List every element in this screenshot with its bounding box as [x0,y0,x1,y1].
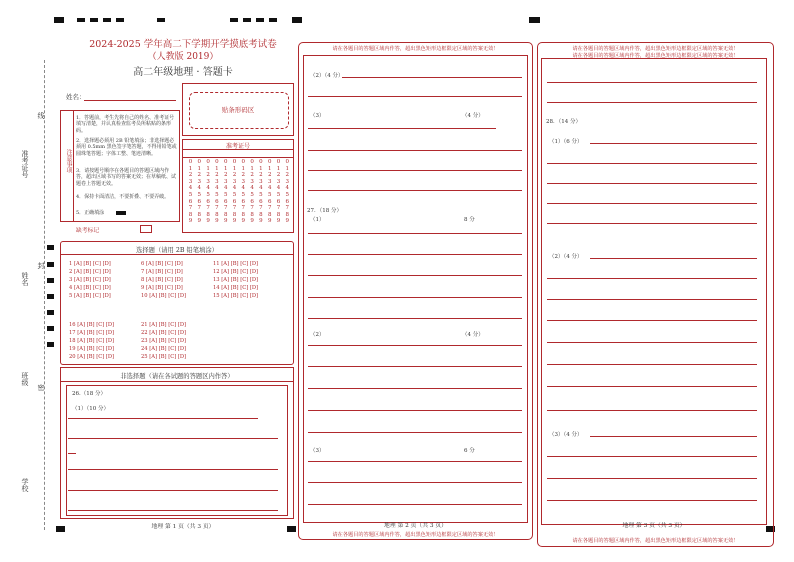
absent-checkbox[interactable] [140,225,152,233]
id-label: 准考证号 [225,143,250,150]
q27-2-score: （4 分） [462,332,484,338]
q26-label: 26.（18 分） [72,391,106,397]
position-mark [47,294,54,299]
position-mark [116,18,124,22]
mc-row[interactable]: 1 [A] [B] [C] [D] [69,261,111,267]
page3-warning-top: 请在各题目的答题区域内作答，超出黑色矩形边框限定区域的答案无效！ [572,46,739,52]
position-mark [103,18,111,22]
side-class-label: 班级 [21,372,29,386]
mc-row[interactable]: 17 [A] [B] [C] [D] [69,330,115,336]
page3-answer-area [541,58,767,525]
answer-line[interactable] [342,77,522,78]
answer-line[interactable] [308,388,522,389]
answer-line[interactable] [308,96,522,97]
page2-footer: 地理 第 2 页（共 3 页） [384,523,447,529]
notice-item: 3．请按题号顺序在各题目的答题区域内作答，超出区域书写的答案无效；在草稿纸、试题卷上答题无效。 [76,168,177,187]
position-mark [529,17,540,23]
mc-row[interactable]: 12 [A] [B] [C] [D] [213,269,259,275]
answer-line[interactable] [68,453,76,454]
q27-1-score: 8 分 [464,217,475,223]
mc-row[interactable]: 22 [A] [B] [C] [D] [141,330,187,336]
answer-line[interactable] [547,223,757,224]
q27-3-label: （3） [310,448,325,454]
mc-row[interactable]: 6 [A] [B] [C] [D] [141,261,183,267]
answer-line[interactable] [68,490,278,491]
name-field[interactable] [84,100,176,101]
answer-line[interactable] [308,190,522,191]
position-mark [269,18,277,22]
q26-1-label: （1）（10 分） [72,406,109,412]
answer-line[interactable] [547,364,757,365]
exam-title: 2024-2025 学年高二下学期开学摸底考试卷 [89,39,277,50]
answer-line[interactable] [308,170,522,171]
side-id-label: 准考证号 [21,150,29,178]
nonmc-heading: 非选择题（请在各试题的答题区内作答） [120,373,234,380]
nonmc-section [60,367,294,519]
answer-line[interactable] [590,258,757,259]
notice-box [60,110,180,222]
answer-line[interactable] [308,318,522,319]
q28-label: 28．（14 分） [546,119,581,125]
mc-row[interactable]: 18 [A] [B] [C] [D] [69,338,115,344]
mc-row[interactable]: 19 [A] [B] [C] [D] [69,346,115,352]
mc-row[interactable]: 2 [A] [B] [C] [D] [69,269,111,275]
mc-row[interactable]: 5 [A] [B] [C] [D] [69,293,111,299]
answer-line[interactable] [308,128,496,129]
mc-row[interactable]: 4 [A] [B] [C] [D] [69,285,111,291]
q27-label: 27．（18 分） [307,208,342,214]
mc-row[interactable]: 8 [A] [B] [C] [D] [141,277,183,283]
answer-line[interactable] [68,418,258,419]
mc-row[interactable]: 3 [A] [B] [C] [D] [69,277,111,283]
seal-line [44,60,45,530]
page3-footer: 地理 第 3 页（共 3 页） [622,523,686,529]
notice-heading: 注意事项 [65,149,72,173]
position-mark [157,18,165,22]
position-mark [90,18,98,22]
mc-row[interactable]: 9 [A] [B] [C] [D] [141,285,183,291]
answer-line[interactable] [547,299,757,300]
answer-line[interactable] [547,320,757,321]
mc-row[interactable]: 16 [A] [B] [C] [D] [69,322,115,328]
answer-line[interactable] [547,278,757,279]
name-label: 姓名： [66,93,86,101]
answer-line[interactable] [547,478,757,479]
position-mark [47,342,54,347]
page1-footer: 地理 第 1 页（共 3 页） [151,524,215,530]
notice-item: 2．选择题必须用 2B 铅笔填涂；非选择题必须用 0.5mm 黑色签字笔答题，不得用铅笔或圆珠笔答题；字体工整、笔迹清晰。 [76,138,177,157]
answer-line[interactable] [308,410,522,411]
q-score-label: （4 分） [462,113,484,119]
notice-item: 5．正确填涂 [76,210,105,216]
answer-line[interactable] [547,410,757,411]
side-school-label: 学校 [21,478,29,492]
side-name-label: 姓名 [21,272,29,286]
answer-line[interactable] [308,275,522,276]
position-mark [230,18,238,22]
answer-line[interactable] [308,461,522,462]
answer-line[interactable] [547,342,757,343]
id-digit-column[interactable]: 0 1 2 3 4 5 6 7 8 9 [215,159,219,225]
side-line-bottom: 密 [37,384,45,391]
id-digit-column[interactable]: 0 1 2 3 4 5 6 7 8 9 [197,159,202,225]
page3-warning-top-2: 请在各题目的答题区域内作答，超出黑色矩形边框限定区域的答案无效！ [572,53,739,59]
notice-item: 4．保持卡面清洁，不要折叠、不要弄破。 [76,194,170,200]
answer-line[interactable] [308,233,522,234]
q26-answer-area [66,385,288,516]
q28-3-label: （3）（4 分） [549,432,583,438]
answer-line[interactable] [547,82,757,83]
id-grid [182,139,294,233]
mc-row[interactable]: 13 [A] [B] [C] [D] [213,277,259,283]
page2-warning-bottom: 请在各题目的答题区域内作答，超出黑色矩形边框限定区域的答案无效！ [332,532,499,538]
answer-line[interactable] [547,456,757,457]
answer-line[interactable] [308,432,522,433]
q27-1-label: （1） [310,217,325,223]
side-line-mid: 封 [37,262,45,269]
answer-line[interactable] [308,297,522,298]
mc-row[interactable]: 10 [A] [B] [C] [D] [141,293,187,299]
position-mark [292,17,302,23]
mc-row[interactable]: 25 [A] [B] [C] [D] [141,354,187,360]
mc-row[interactable]: 7 [A] [B] [C] [D] [141,269,183,275]
answer-line[interactable] [547,163,757,164]
position-mark [56,526,65,532]
id-digit-column[interactable]: 0 1 2 3 4 5 6 7 8 9 [223,159,228,225]
mc-row[interactable]: 23 [A] [B] [C] [D] [141,338,187,344]
q28-1-label: （1）（6 分） [549,139,583,145]
page2-warning-top: 请在各题目的答题区域内作答，超出黑色矩形边框限定区域的答案无效！ [332,46,499,52]
position-mark [47,245,54,250]
id-digit-column[interactable]: 0 1 2 3 4 5 6 7 8 9 [267,159,272,225]
absent-label: 缺考标记 [76,228,100,234]
answer-line[interactable] [590,436,757,437]
position-mark [54,17,64,23]
answer-line[interactable] [547,203,757,204]
filled-bubble-sample [116,211,126,215]
id-digit-column[interactable]: 0 1 2 3 4 5 6 7 8 9 [285,159,290,225]
page-subtitle: 高二年级地理 · 答题卡 [133,67,233,78]
exam-edition: （人教版 2019） [147,52,219,62]
id-digit-column[interactable]: 0 1 2 3 4 5 6 7 8 9 [276,159,281,225]
absent-area [60,224,180,234]
mc-row[interactable]: 24 [A] [B] [C] [D] [141,346,187,352]
q-sub-label: （3） [310,113,325,119]
notice-item: 1．答题前，考生先将自己的姓名、准考证号填写清楚，并认真检查监考员所粘贴的条形码。 [76,115,175,134]
page3-warning-bottom: 请在各题目的答题区域内作答，超出黑色矩形边框限定区域的答案无效！ [572,538,739,544]
barcode-label: 贴条形码区 [221,106,255,114]
mc-row[interactable]: 15 [A] [B] [C] [D] [213,293,259,299]
answer-line[interactable] [68,510,278,511]
id-digit-column[interactable]: 0 1 2 3 4 5 6 7 8 9 [259,159,263,225]
answer-line[interactable] [547,386,757,387]
answer-line[interactable] [308,504,522,505]
id-digit-column[interactable]: 0 1 2 3 4 5 6 7 8 9 [241,159,246,225]
position-mark [47,326,54,331]
position-mark [47,278,54,283]
id-digit-column[interactable]: 0 1 2 3 4 5 6 7 8 9 [206,159,210,225]
q27-prev-2-label: （2）（4 分） [310,73,344,79]
answer-line[interactable] [308,482,522,483]
position-mark [77,18,85,22]
position-mark [47,310,54,315]
page2-answer-area [303,55,528,523]
id-digit-column[interactable]: 0 1 2 3 4 5 6 7 8 9 [188,159,193,225]
position-mark [47,262,54,267]
answer-line[interactable] [547,183,757,184]
answer-line[interactable] [308,150,522,151]
mc-row[interactable]: 11 [A] [B] [C] [D] [213,261,259,267]
mc-heading: 选择题（请用 2B 铅笔填涂） [136,247,218,254]
position-mark [243,18,251,22]
answer-line[interactable] [308,366,522,367]
id-digit-column[interactable]: 0 1 2 3 4 5 6 7 8 9 [250,159,254,225]
answer-line[interactable] [308,345,522,346]
mc-row[interactable]: 14 [A] [B] [C] [D] [213,285,259,291]
answer-line[interactable] [547,500,757,501]
answer-line[interactable] [547,102,757,103]
side-line-top: 线 [37,112,45,119]
answer-line[interactable] [68,469,278,470]
position-mark [256,18,264,22]
barcode-area [182,83,294,136]
mc-section [60,241,294,365]
mc-row[interactable]: 21 [A] [B] [C] [D] [141,322,187,328]
q27-3-score: 6 分 [464,448,475,454]
q27-2-label: （2） [310,332,325,338]
answer-line[interactable] [308,254,522,255]
id-digit-column[interactable]: 0 1 2 3 4 5 6 7 8 9 [232,159,237,225]
answer-line[interactable] [68,438,278,439]
mc-row[interactable]: 20 [A] [B] [C] [D] [69,354,115,360]
q28-2-label: （2）（4 分） [549,254,583,260]
answer-line[interactable] [590,143,757,144]
